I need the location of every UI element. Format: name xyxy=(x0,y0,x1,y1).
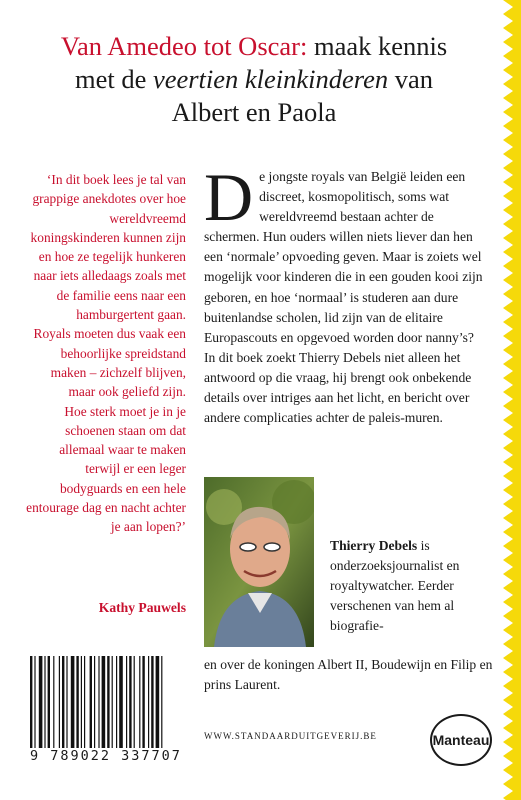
headline-part3: van xyxy=(388,64,434,94)
author-bio-continued: en over de koningen Albert II, Boudewijn en Filip en prins Laurent. xyxy=(204,657,493,693)
blurb xyxy=(204,159,484,428)
author-bio xyxy=(330,536,490,636)
headline-part2: met de xyxy=(74,64,153,94)
blurb-paragraph: In dit boek zoekt Thierry Debels niet alleen het antwoord op die vraag, hij brengt ook onbekende details over intriges aan het licht, en bericht over andere complicaties achter de paleis-muren. xyxy=(204,349,472,426)
publisher-url[interactable]: WWW.STANDAARDUITGEVERIJ.BE xyxy=(204,731,377,741)
headline-italic: veertien kleinkinderen xyxy=(152,64,389,94)
headline-part1: maak kennis xyxy=(307,31,448,61)
quote-paragraph: Hoe sterk moet je in je schoenen staan om dat allemaal waar te maken terwijl er een leger bodyguards en een hele entourage dag en nacht achter je aan lopen?’ xyxy=(26,403,186,535)
bio-text: is onderzoeksjournalist en royaltywatcher. Eerder verschenen van hem al biografie- xyxy=(330,538,460,634)
quote-paragraph: ‘In dit boek lees je tal van grappige anekdotes over hoe wereldvreemd koningskinderen kunnen zijn en hoe ze tegelijk hunkeren naar iets alledaags zoals met de familie eens naar een hamburgertent gaan. xyxy=(30,172,186,323)
author-name: Thierry Debels xyxy=(330,538,418,553)
author-photo xyxy=(204,477,314,647)
review-quote xyxy=(26,170,186,537)
publisher-logo xyxy=(430,714,492,766)
dropcap: D xyxy=(204,159,254,235)
headline-red: Van Amedeo tot Oscar: xyxy=(60,31,308,61)
headline xyxy=(14,30,494,129)
isbn-number: 9 789022 337707 xyxy=(30,748,190,764)
yellow-zigzag-spine xyxy=(495,0,521,800)
quote-author: Kathy Pauwels xyxy=(98,600,186,615)
publisher-logo-text: Manteau xyxy=(432,732,490,748)
quote-paragraph: Royals moeten dus vaak een behoorlijke spreidstand maken – zichzelf blijven, maar ook geliefd zijn. xyxy=(33,326,186,400)
blurb-paragraph: e jongste royals van België leiden een discreet, kosmopolitisch, soms wat wereldvreemd bestaan achter de schermen. Hun ouders willen niets liever dan hen een ‘normale’ opvoeding geven. Maar is zoiets wel mogelijk voor kinderen die in een gouden kooi zijn geboren, en hoe ‘normaal’ is studeren aan dure buitenlandse scholen, lid zijn van de elitaire Europascouts en opgevoed worden door nanny’s? xyxy=(204,169,483,345)
headline-part4: Albert en Paola xyxy=(171,97,337,127)
